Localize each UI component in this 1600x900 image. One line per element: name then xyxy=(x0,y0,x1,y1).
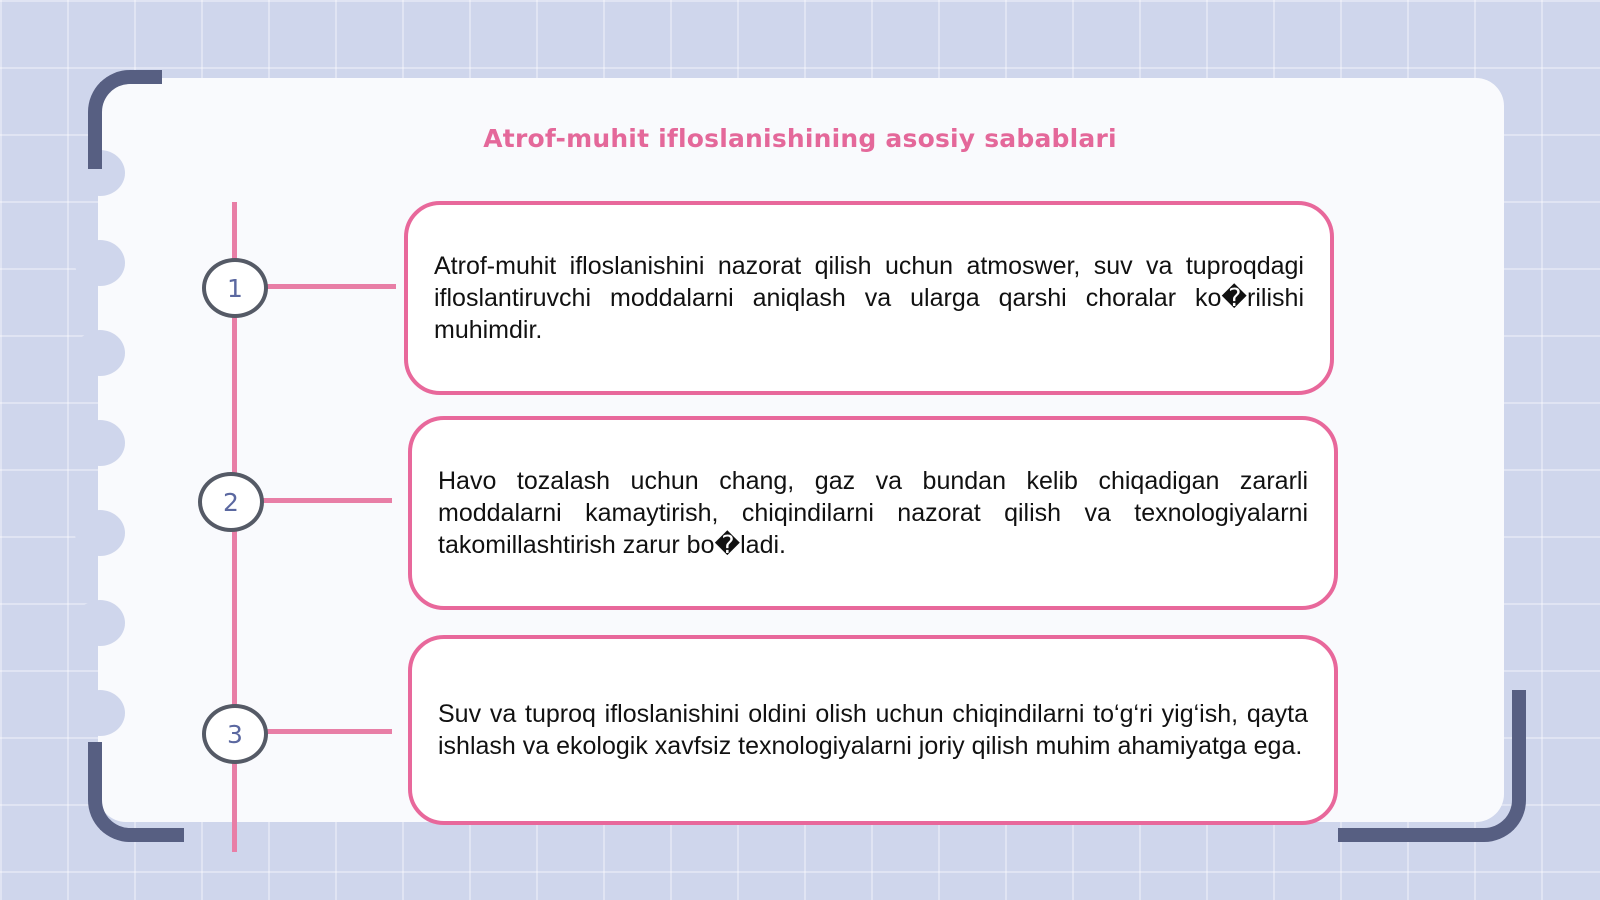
binder-hole xyxy=(75,240,125,286)
step-connector xyxy=(262,498,392,503)
binder-hole xyxy=(75,690,125,736)
step-connector xyxy=(266,729,392,734)
step-text: Havo tozalash uchun chang, gaz va bundan kelib chiqadigan zararli moddalarni kamaytirish, chiqindilarni nazorat qilish va texnologiyalarni takomillashtirish zarur bo�ladi. xyxy=(438,467,1308,559)
step-card xyxy=(404,201,1334,395)
corner-bracket-bottom-right xyxy=(1338,690,1526,842)
step-text: Suv va tuproq ifloslanishini oldini olish uchun chiqindilarni to‘g‘ri yig‘ish, qayta ishlash va ekologik xavfsiz texnologiyalarni joriy qilish muhim ahamiyatga ega. xyxy=(438,700,1308,760)
binder-hole xyxy=(75,600,125,646)
step-number-badge: 1 xyxy=(202,258,268,318)
page-title: Atrof-muhit ifloslanishining asosiy sabablari xyxy=(483,124,1117,153)
corner-bracket-top-left xyxy=(88,70,162,169)
corner-bracket-bottom-left xyxy=(88,742,184,842)
binder-hole xyxy=(75,510,125,556)
step-connector xyxy=(266,284,396,289)
step-card xyxy=(408,635,1338,825)
binder-hole xyxy=(75,420,125,466)
binder-hole xyxy=(75,330,125,376)
step-card xyxy=(408,416,1338,610)
step-number-badge: 2 xyxy=(198,472,264,532)
step-number-badge: 3 xyxy=(202,704,268,764)
step-text: Atrof-muhit ifloslanishini nazorat qilish uchun atmoswer, suv va tuproqdagi ifloslantiruvchi moddalarni aniqlash va ularga qarshi choralar ko�rilishi muhimdir. xyxy=(434,252,1304,344)
